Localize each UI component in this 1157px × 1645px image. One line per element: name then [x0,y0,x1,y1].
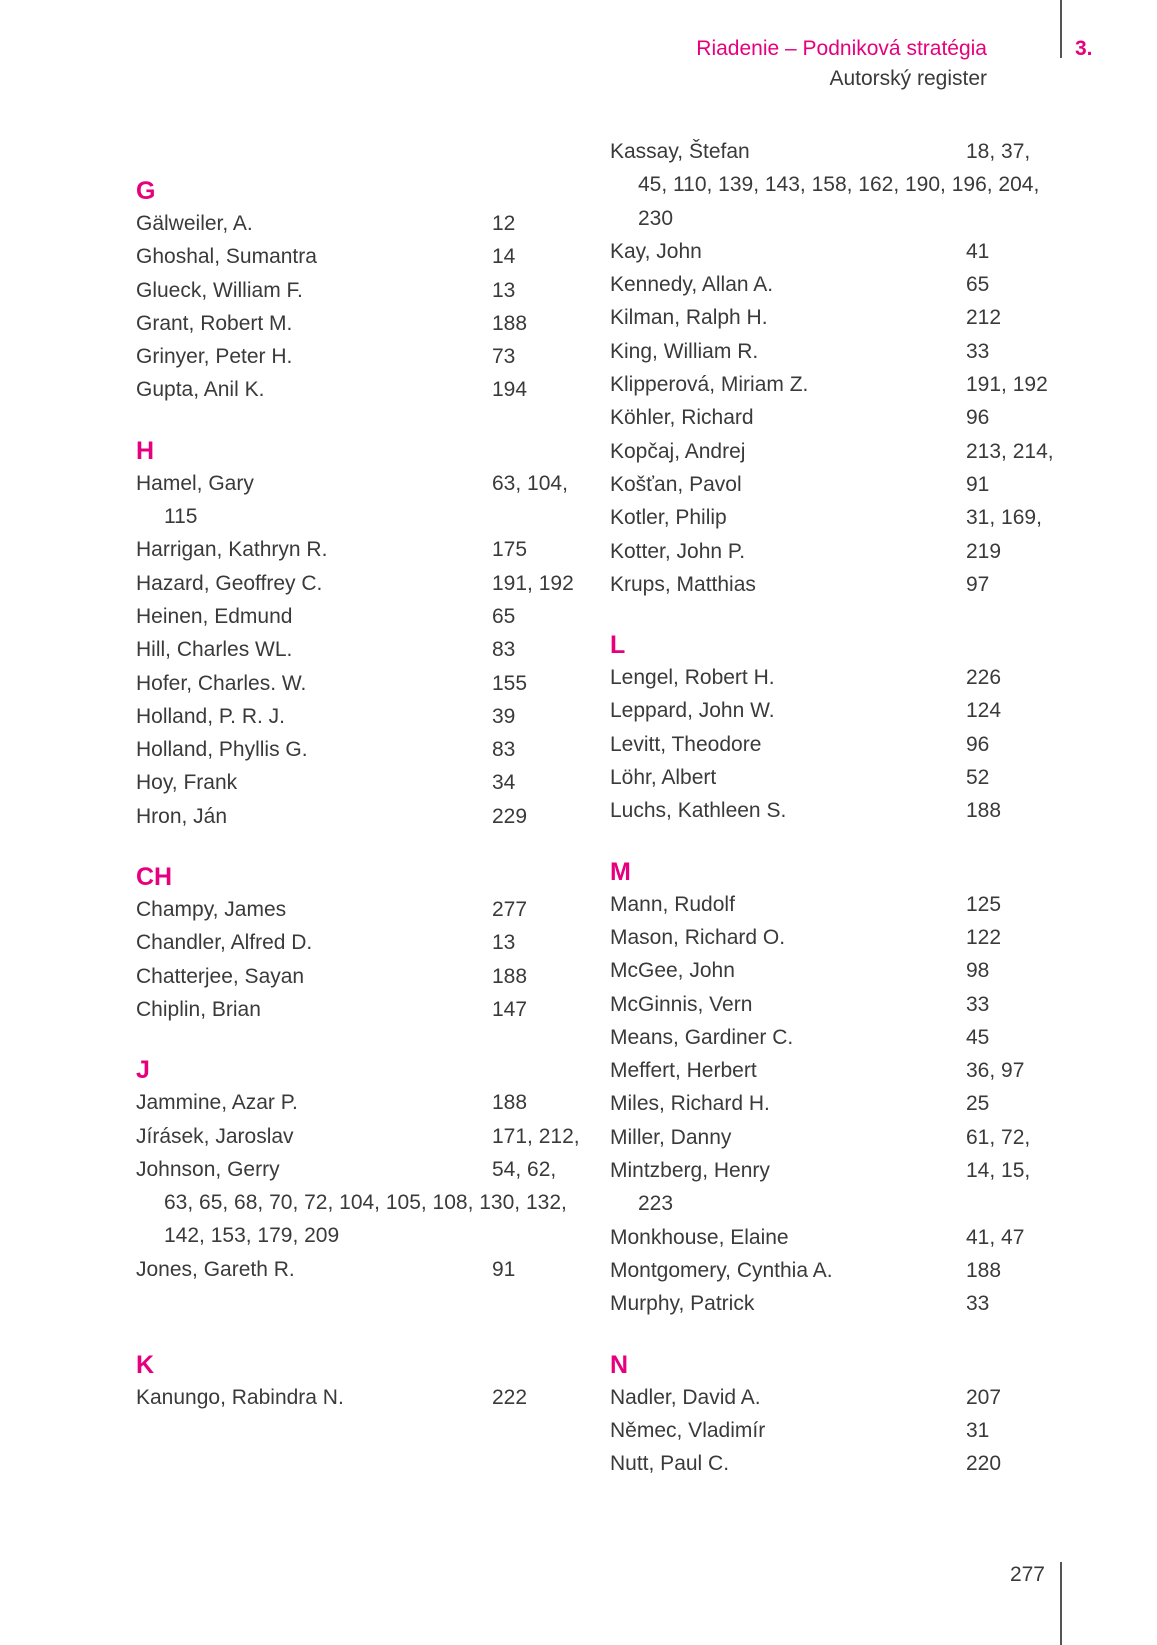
page-references-continued: 142, 153, 179, 209 [164,1224,340,1248]
author-name: Hill, Charles WL. [136,638,293,662]
index-entry [610,268,1060,301]
author-name: Hazard, Geoffrey C. [136,571,323,595]
page-references: 188 [492,311,528,335]
header-subtitle: Riadenie – Podniková stratégia [696,37,987,60]
author-name: Johnson, Gerry [136,1157,280,1181]
section-spacer [136,833,586,861]
page-references: 91 [492,1257,516,1281]
index-entry [136,340,586,373]
index-entry [136,467,586,500]
page-references: 125 [966,892,1002,916]
author-name: Kanungo, Rabindra N. [136,1386,344,1410]
index-letter-heading: CH [136,863,173,892]
index-entry [610,1221,1060,1254]
page-references: 25 [966,1092,990,1116]
page-references: 14, 15, [966,1159,1031,1183]
index-letter-heading: M [610,857,631,886]
index-letter-heading: G [136,177,156,205]
index-letter-heading: H [136,436,155,465]
index-entry [136,893,586,926]
index-entry [136,993,586,1026]
page-references: 34 [492,771,516,795]
author-name: Chiplin, Brian [136,997,261,1021]
author-name: Holland, P. R. J. [136,704,286,728]
author-name: Means, Gardiner C. [610,1025,794,1049]
index-entry [610,988,1060,1021]
index-entry [610,921,1060,954]
index-entry [610,728,1060,761]
page-references-continued: 63, 65, 68, 70, 72, 104, 105, 108, 130, 132, [164,1191,567,1215]
page-references: 122 [966,925,1002,949]
author-name: Mason, Richard O. [610,925,786,949]
page-references: 191, 192 [966,373,1048,397]
index-entry [610,1154,1060,1187]
page-references: 147 [492,997,528,1021]
page-references: 222 [492,1386,528,1410]
index-entry [136,274,586,307]
author-name: Löhr, Albert [610,766,717,790]
author-name: Kotler, Philip [610,506,727,530]
page-references: 12 [492,212,516,235]
page-references: 219 [966,539,1002,563]
author-name: Jones, Gareth R. [136,1257,295,1281]
index-entry [136,567,586,600]
index-entry [136,700,586,733]
author-name: Kennedy, Allan A. [610,273,774,297]
author-name: Hron, Ján [136,804,228,828]
author-name: Klipperová, Miriam Z. [610,373,809,397]
author-name: Levitt, Theodore [610,732,762,756]
author-name: Kopčaj, Andrej [610,439,746,463]
author-name: Němec, Vladimír [610,1418,766,1442]
page-references: 213, 214, [966,439,1054,463]
author-name: Hofer, Charles. W. [136,671,307,695]
author-name: Holland, Phyllis G. [136,738,308,762]
index-entry [136,800,586,833]
page-references: 212 [966,306,1002,330]
author-name: McGee, John [610,959,735,983]
page-references: 171, 212, [492,1124,580,1148]
page-references-continued: 223 [638,1192,674,1216]
page-references: 124 [966,699,1002,723]
index-letter-heading: L [610,631,626,660]
footer-divider-line [1060,1562,1062,1645]
page-references: 45 [966,1025,990,1049]
author-name: Murphy, Patrick [610,1292,755,1316]
index-entry [610,661,1060,694]
page-references-continued: 230 [638,206,674,230]
page-references: 220 [966,1452,1002,1476]
author-name: Kassay, Štefan [610,140,750,163]
index-entry [610,1054,1060,1087]
page-references: 63, 104, [492,471,568,495]
page-references: 188 [966,799,1002,823]
index-entry [610,368,1060,401]
author-name: Mann, Rudolf [610,892,735,916]
header-title: Autorský register [829,67,987,90]
page-references: 188 [492,1091,528,1115]
author-name: Heinen, Edmund [136,604,293,628]
page-references: 188 [966,1258,1002,1282]
author-name: Jírásek, Jaroslav [136,1124,294,1148]
author-name: Meffert, Herbert [610,1059,757,1083]
index-entry [136,1381,586,1414]
header-divider-line [1060,0,1062,58]
index-entry [136,240,586,273]
page-references: 96 [966,732,990,756]
index-entry [610,468,1060,501]
index-column-right [610,135,1060,1480]
index-entry [610,1447,1060,1480]
index-entry [136,1086,586,1119]
page-number: 277 [1009,1563,1045,1586]
index-entry [610,401,1060,434]
index-entry [136,600,586,633]
author-name: Kotter, John P. [610,539,746,563]
index-entry [610,568,1060,601]
author-name: Nadler, David A. [610,1385,761,1409]
author-name: Grinyer, Peter H. [136,345,293,369]
author-name: Monkhouse, Elaine [610,1225,789,1249]
page-references: 277 [492,898,528,922]
index-entry [610,1381,1060,1414]
page-references: 41, 47 [966,1225,1025,1249]
author-name: Miller, Danny [610,1125,732,1149]
author-name: Kilman, Ralph H. [610,306,768,330]
page-references: 13 [492,931,516,955]
page-references: 18, 37, [966,140,1031,163]
page-references: 31 [966,1418,990,1442]
author-name: Glueck, William F. [136,278,303,302]
page-references: 33 [966,339,990,363]
index-entry [610,235,1060,268]
page-references: 13 [492,278,516,302]
index-entry [610,1021,1060,1054]
index-entry [610,694,1060,727]
index-entry [610,761,1060,794]
index-entry [136,307,586,340]
author-name: Nutt, Paul C. [610,1452,730,1476]
index-entry [610,435,1060,468]
index-entry [136,926,586,959]
page-references: 65 [966,273,990,297]
author-name: McGinnis, Vern [610,992,753,1016]
page-references: 39 [492,704,516,728]
author-name: Jammine, Azar P. [136,1091,298,1115]
index-entry [136,533,586,566]
author-name: Hoy, Frank [136,771,238,795]
index-entry [610,501,1060,534]
index-entry [610,301,1060,334]
index-column-left [136,135,586,1414]
index-entry [136,1120,586,1153]
page-references: 65 [492,604,516,628]
author-name: Luchs, Kathleen S. [610,799,787,823]
author-name: Harrigan, Kathryn R. [136,538,328,562]
page-references: 73 [492,345,516,369]
index-letter-heading: K [136,1351,155,1380]
index-entry [610,335,1060,368]
index-entry [610,888,1060,921]
author-name: Kay, John [610,239,702,263]
index-entry [610,1087,1060,1120]
author-name: Montgomery, Cynthia A. [610,1258,833,1282]
index-entry [610,794,1060,827]
index-entry [136,373,586,406]
author-name: Lengel, Robert H. [610,666,775,690]
index-entry [136,207,586,240]
author-name: Ghoshal, Sumantra [136,245,317,269]
index-entry [136,667,586,700]
page-references: 91 [966,472,990,496]
page-references-continued: 115 [164,505,198,529]
author-name: Champy, James [136,898,287,922]
page-references: 96 [966,406,990,430]
page-references: 188 [492,964,528,988]
section-spacer [610,828,1060,856]
page-references: 31, 169, [966,506,1042,530]
page-references: 207 [966,1385,1002,1409]
author-name: Leppard, John W. [610,699,775,723]
page-references-continued: 45, 110, 139, 143, 158, 162, 190, 196, 204, [638,173,1040,197]
page-references: 36, 97 [966,1059,1025,1083]
page-references: 155 [492,671,528,695]
author-name: Chandler, Alfred D. [136,931,313,955]
index-entry [610,1254,1060,1287]
index-entry [610,954,1060,987]
page-references: 41 [966,239,990,263]
author-name: King, William R. [610,339,759,363]
author-name: Košťan, Pavol [610,472,742,496]
index-entry [610,1287,1060,1320]
chapter-number: 3. [1075,37,1093,60]
page-references: 14 [492,245,516,269]
section-spacer [610,1321,1060,1349]
author-name: Miles, Richard H. [610,1092,770,1116]
section-spacer [136,407,586,435]
index-entry [610,1121,1060,1154]
index-entry [136,1253,586,1286]
page-references: 191, 192 [492,571,574,595]
index-entry [136,960,586,993]
author-name: Gupta, Anil K. [136,378,265,402]
index-entry [136,1153,586,1186]
page-references: 98 [966,959,990,983]
page-references: 83 [492,638,516,662]
index-letter-heading: J [136,1056,150,1085]
page-references: 97 [966,572,990,596]
page-references: 33 [966,1292,990,1316]
author-name: Köhler, Richard [610,406,754,430]
index-letter-heading: N [610,1350,629,1379]
section-spacer [136,1026,586,1054]
section-spacer [136,135,586,175]
page-references: 54, 62, [492,1157,557,1181]
author-name: Gälweiler, A. [136,212,253,235]
running-header [696,34,987,94]
section-spacer [136,1286,586,1349]
index-entry [610,135,1060,168]
author-name: Hamel, Gary [136,471,254,495]
index-entry [610,535,1060,568]
page-references: 175 [492,538,528,562]
index-entry [610,1414,1060,1447]
page-references: 52 [966,766,990,790]
author-name: Mintzberg, Henry [610,1159,770,1183]
index-entry [136,766,586,799]
page-references: 33 [966,992,990,1016]
author-name: Chatterjee, Sayan [136,964,305,988]
section-spacer [610,601,1060,629]
author-name: Krups, Matthias [610,572,756,596]
page-references: 61, 72, [966,1125,1031,1149]
index-entry [136,633,586,666]
index-entry [136,733,586,766]
page-references: 229 [492,804,528,828]
page-references: 226 [966,666,1002,690]
author-name: Grant, Robert M. [136,311,293,335]
page-references: 83 [492,738,516,762]
page-references: 194 [492,378,528,402]
